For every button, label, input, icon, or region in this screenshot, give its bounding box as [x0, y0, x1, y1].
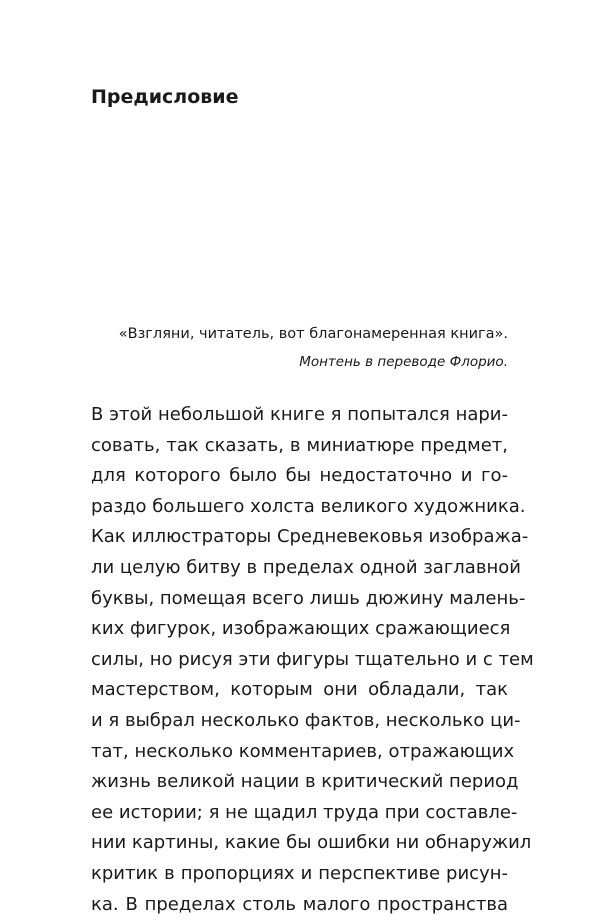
body-line: В этой небольшой книге я попытался нари- [91, 400, 508, 431]
body-line: для которого было бы недостаточно и го- [91, 461, 508, 492]
body-line: критик в пропорциях и перспективе рисун- [91, 859, 508, 890]
body-text [91, 400, 508, 920]
epigraph-source: Монтень в переводе Флорио. [299, 354, 508, 370]
body-line: ка. В пределах столь малого пространства [91, 890, 508, 920]
body-line: мастерством, которым они обладали, так [91, 675, 508, 706]
body-line: совать, так сказать, в миниатюре предмет, [91, 431, 508, 462]
body-line: ких фигурок, изображающих сражающиеся [91, 614, 508, 645]
body-line: силы, но рисуя эти фигуры тщательно и с тем [91, 645, 508, 676]
body-line: Как иллюстраторы Средневековья изобража- [91, 522, 508, 553]
epigraph-quote: «Взгляни, читатель, вот благонамеренная книга». [119, 326, 508, 342]
body-line: ли целую битву в пределах одной заглавной [91, 553, 508, 584]
body-line: жизнь великой нации в критический период [91, 767, 508, 798]
body-line: тат, несколько комментариев, отражающих [91, 737, 508, 768]
chapter-title: Предисловие [91, 86, 239, 108]
body-line: нии картины, какие бы ошибки ни обнаружил [91, 828, 508, 859]
body-line: и я выбрал несколько фактов, несколько ци- [91, 706, 508, 737]
body-line: ее истории; я не щадил труда при составле- [91, 798, 508, 829]
body-line: раздо большего холста великого художника. [91, 492, 508, 523]
body-line: буквы, помещая всего лишь дюжину малень- [91, 584, 508, 615]
